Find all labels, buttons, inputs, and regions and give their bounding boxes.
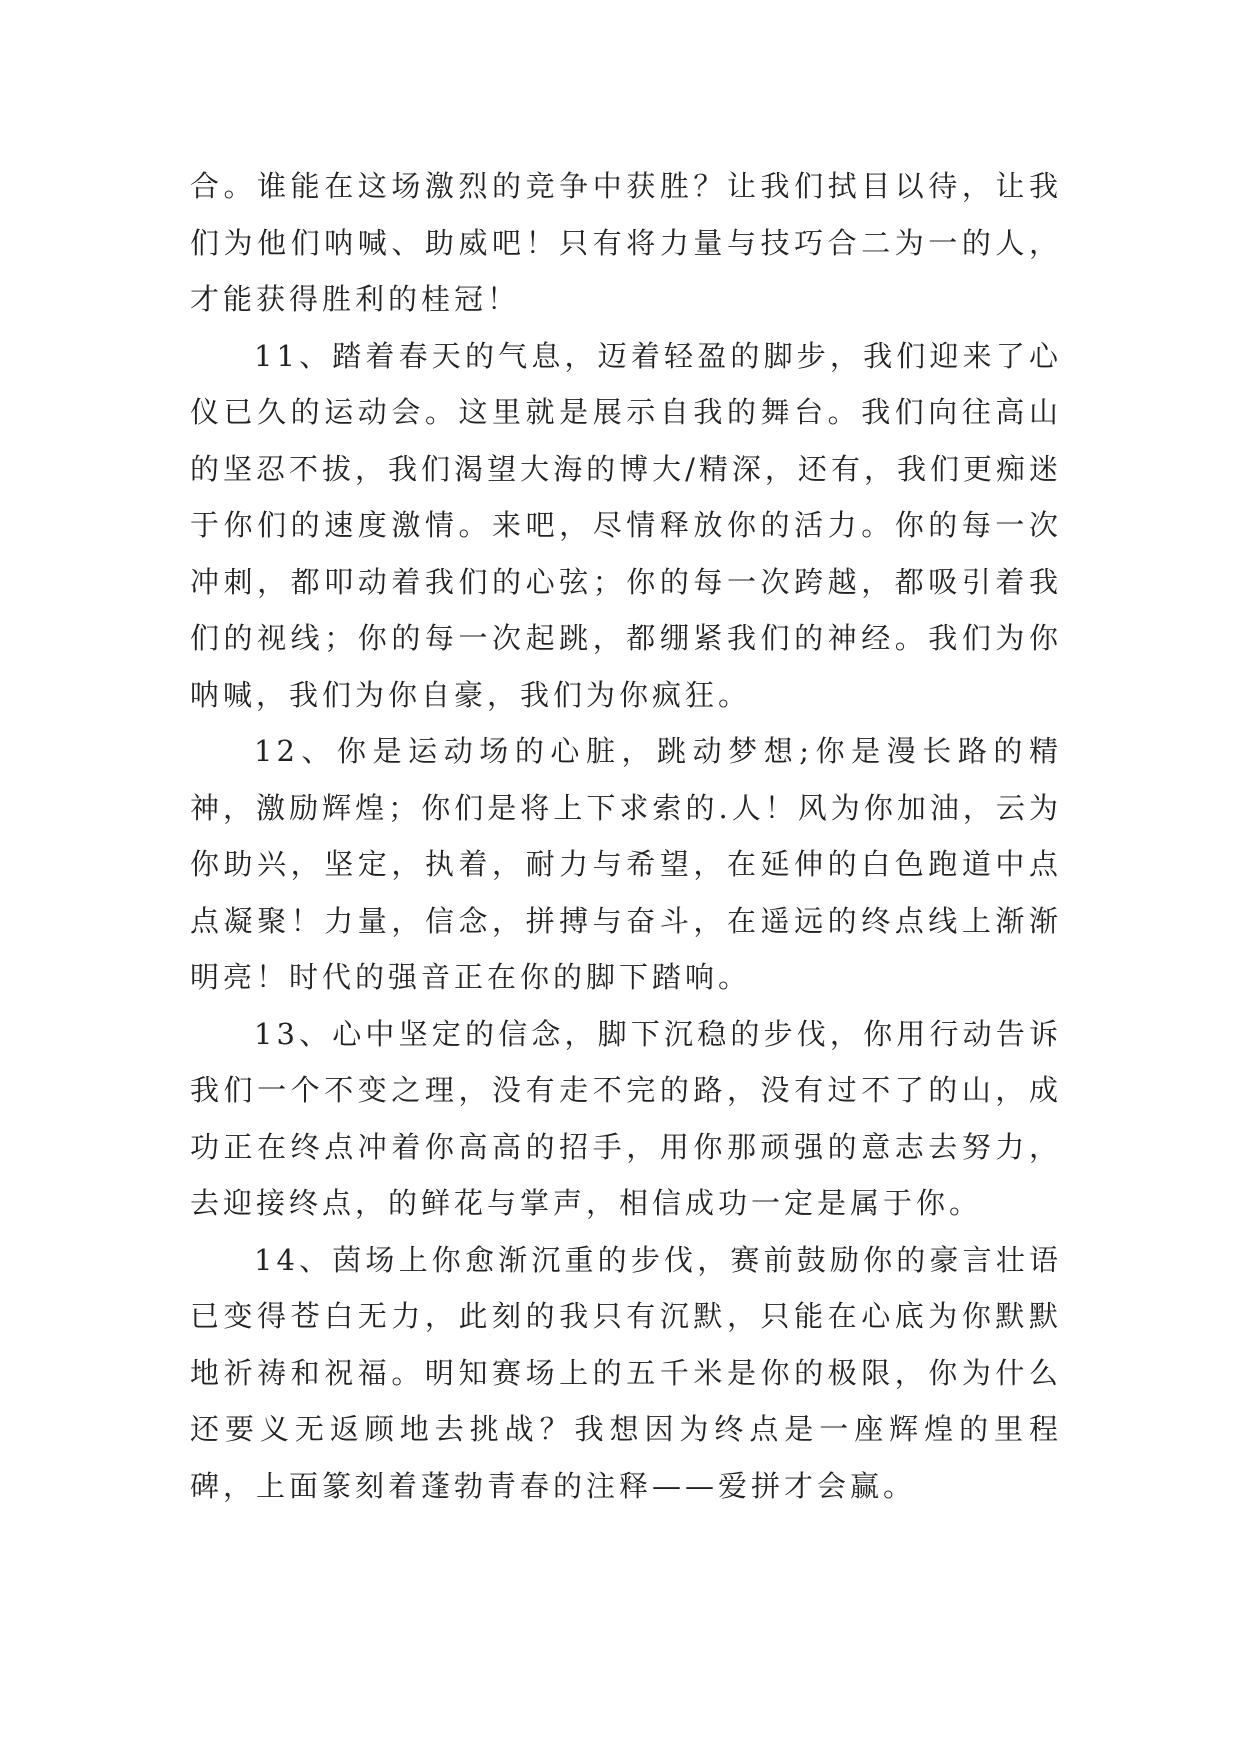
paragraph-11: 11、踏着春天的气息，迈着轻盈的脚步，我们迎来了心仪已久的运动会。这里就是展示自我的舞台。我们向往高山的坚忍不拔，我们渴望大海的博大/精深，还有，我们更痴迷于你们的速度激情。来吧，尽情释放你的活力。你的每一次冲刺，都叩动着我们的心弦；你的每一次跨越，都吸引着我们的视线；你的每一次起跳，都绷紧我们的神经。我们为你呐喊，我们为你自豪，我们为你疯狂。	[190, 338, 1062, 712]
paragraph-14: 14、茵场上你愈渐沉重的步伐，赛前鼓励你的豪言壮语已变得苍白无力，此刻的我只有沉默，只能在心底为你默默地祈祷和祝福。明知赛场上的五千米是你的极限，你为什么还要义无返顾地去挑战？我想因为终点是一座辉煌的里程碑，上面篆刻着蓬勃青春的注释——爱拼才会赢。	[190, 1242, 1062, 1503]
paragraph-13: 13、心中坚定的信念，脚下沉稳的步伐，你用行动告诉我们一个不变之理，没有走不完的路，没有过不了的山，成功正在终点冲着你高高的招手，用你那顽强的意志去努力，去迎接终点，的鲜花与掌声，相信成功一定是属于你。	[190, 1016, 1062, 1220]
paragraph-12: 12、你是运动场的心脏，跳动梦想;你是漫长路的精神，激励辉煌；你们是将上下求索的.人！风为你加油，云为你助兴，坚定，执着，耐力与希望，在延伸的白色跑道中点点凝聚！力量，信念，拼搏与奋斗，在遥远的终点线上渐渐明亮！时代的强音正在你的脚下踏响。	[190, 734, 1062, 994]
paragraph-continued: 合。谁能在这场激烈的竞争中获胜？让我们拭目以待，让我们为他们呐喊、助威吧！只有将力量与技巧合二为一的人，才能获得胜利的桂冠！	[190, 169, 1062, 316]
document-body	[190, 158, 1062, 1514]
